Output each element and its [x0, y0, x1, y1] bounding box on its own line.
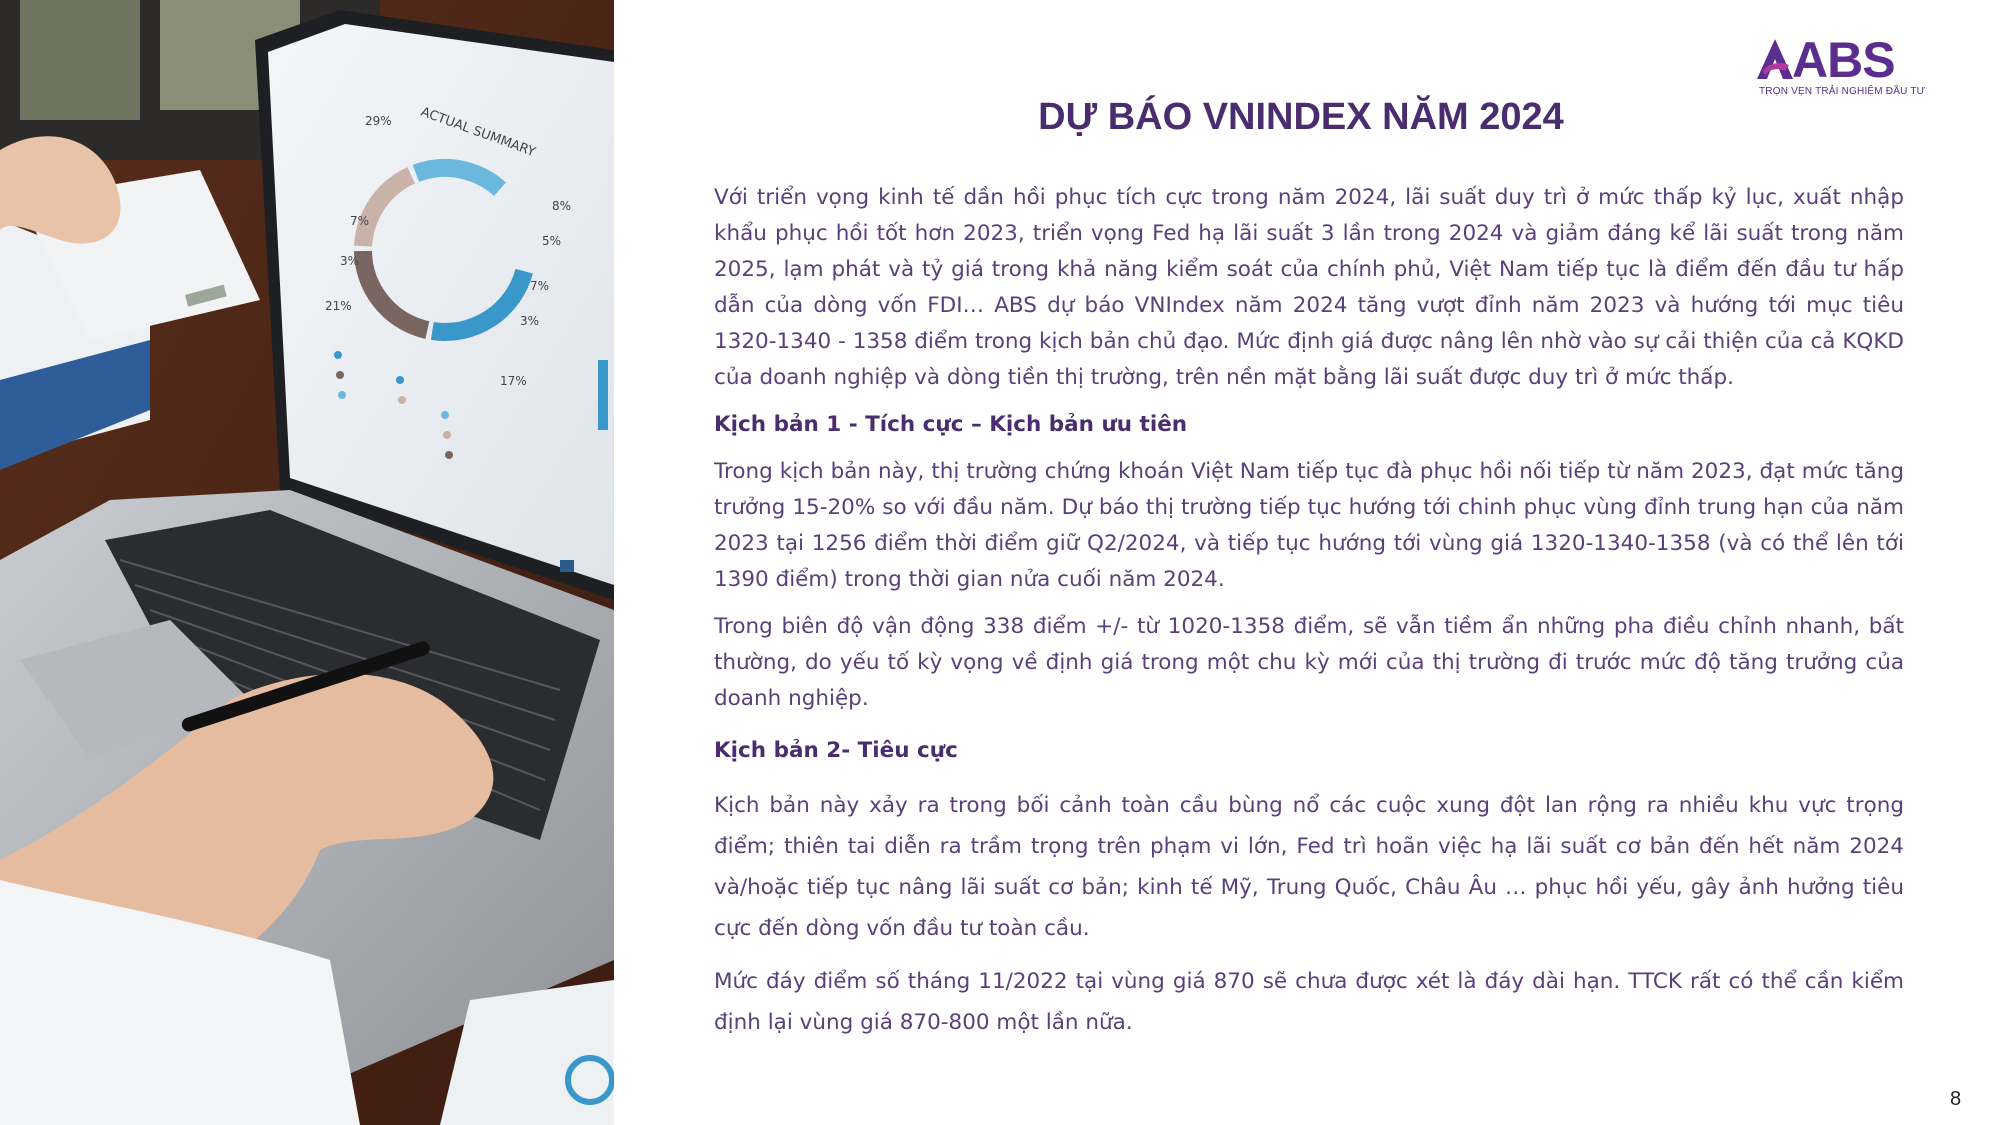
screen-label: 7%: [350, 214, 370, 228]
scenario1-paragraph-1: Trong kịch bản này, thị trường chứng khoán Việt Nam tiếp tục đà phục hồi nối tiếp từ năm 2023, đạt mức tăng trưởng 15-20% so với đầu năm. Dự báo thị trường tiếp tục hướng tới chinh phục vùng đỉnh trung hạn của năm 2023 tại 1256 điểm thời điểm giữ Q2/2024, và tiếp tục hướng tới vùng giá 1320-1340-1358 (và có thể lên tới 1390 điểm) trong thời gian nửa cuối năm 2024.: [714, 459, 1904, 592]
intro-paragraph: Với triển vọng kinh tế dần hồi phục tích cực trong năm 2024, lãi suất duy trì ở mức thấp kỷ lục, xuất nhập khẩu phục hồi tốt hơn 2023, triển vọng Fed hạ lãi suất 3 lần trong 2024 và giảm đáng kể lãi suất trong năm 2025, lạm phát và tỷ giá trong khả năng kiểm soát của chính phủ, Việt Nam tiếp tục là điểm đến đầu tư hấp dẫn của dòng vốn FDI… ABS dự báo VNIndex năm 2024 tăng vượt đỉnh năm 2023 và hướng tới mục tiêu 1320-1340 - 1358 điểm trong kịch bản chủ đạo. Mức định giá được nâng lên nhờ vào sự cải thiện của cả KQKD của doanh nghiệp và dòng tiền thị trường, trên nền mặt bằng lãi suất được duy trì ở mức thấp.: [714, 185, 1904, 390]
screen-label: 21%: [325, 299, 352, 313]
screen-label: 8%: [552, 199, 572, 213]
abs-logo: [1755, 32, 1926, 104]
scenario1-heading: Kịch bản 1 - Tích cực – Kịch bản ưu tiên: [714, 412, 1188, 437]
screen-label: 29%: [365, 114, 392, 128]
screen-heading: ACTUAL SUMMARY: [418, 104, 538, 161]
scenario2-heading: Kịch bản 2- Tiêu cực: [714, 738, 958, 763]
screen-label: 17%: [500, 374, 527, 388]
scenario1-paragraph-2: Trong biên độ vận động 338 điểm +/- từ 1020-1358 điểm, sẽ vẫn tiềm ẩn những pha điều chỉnh nhanh, bất thường, do yếu tố kỳ vọng về định giá trong một chu kỳ mới của thị trường đi trước mức độ tăng trưởng của doanh nghiệp.: [714, 614, 1904, 711]
abs-logo-icon: [1755, 37, 1795, 83]
logo-tagline: TRỌN VẸN TRẢI NGHIỆM ĐẦU TƯ: [1759, 86, 1926, 97]
scenario2-paragraph-1: Kịch bản này xảy ra trong bối cảnh toàn cầu bùng nổ các cuộc xung đột lan rộng ra nhiều khu vực trọng điểm; thiên tai diễn ra trầm trọng trên phạm vi lớn, Fed trì hoãn việc hạ lãi suất cơ bản đến hết năm 2024 và/hoặc tiếp tục nâng lãi suất cơ bản; kinh tế Mỹ, Trung Quốc, Châu Âu … phục hồi yếu, gây ảnh hưởng tiêu cực đến dòng vốn đầu tư toàn cầu.: [714, 793, 1904, 941]
screen-label: 3%: [340, 254, 360, 268]
page-number: 8: [1950, 1088, 1962, 1110]
screen-label: 7%: [530, 279, 550, 293]
slide-content: [714, 180, 1904, 1043]
logo-wordmark: ABS: [1792, 32, 1895, 88]
screen-label: 3%: [520, 314, 540, 328]
scenario2-paragraph-2: Mức đáy điểm số tháng 11/2022 tại vùng giá 870 sẽ chưa được xét là đáy dài hạn. TTCK rất có thể cần kiểm định lại vùng giá 870-800 một lần nữa.: [714, 969, 1904, 1035]
laptop-chart-photo: [0, 0, 614, 1125]
screen-label: 5%: [542, 234, 562, 248]
slide-title: DỰ BÁO VNINDEX NĂM 2024: [1038, 96, 1564, 138]
